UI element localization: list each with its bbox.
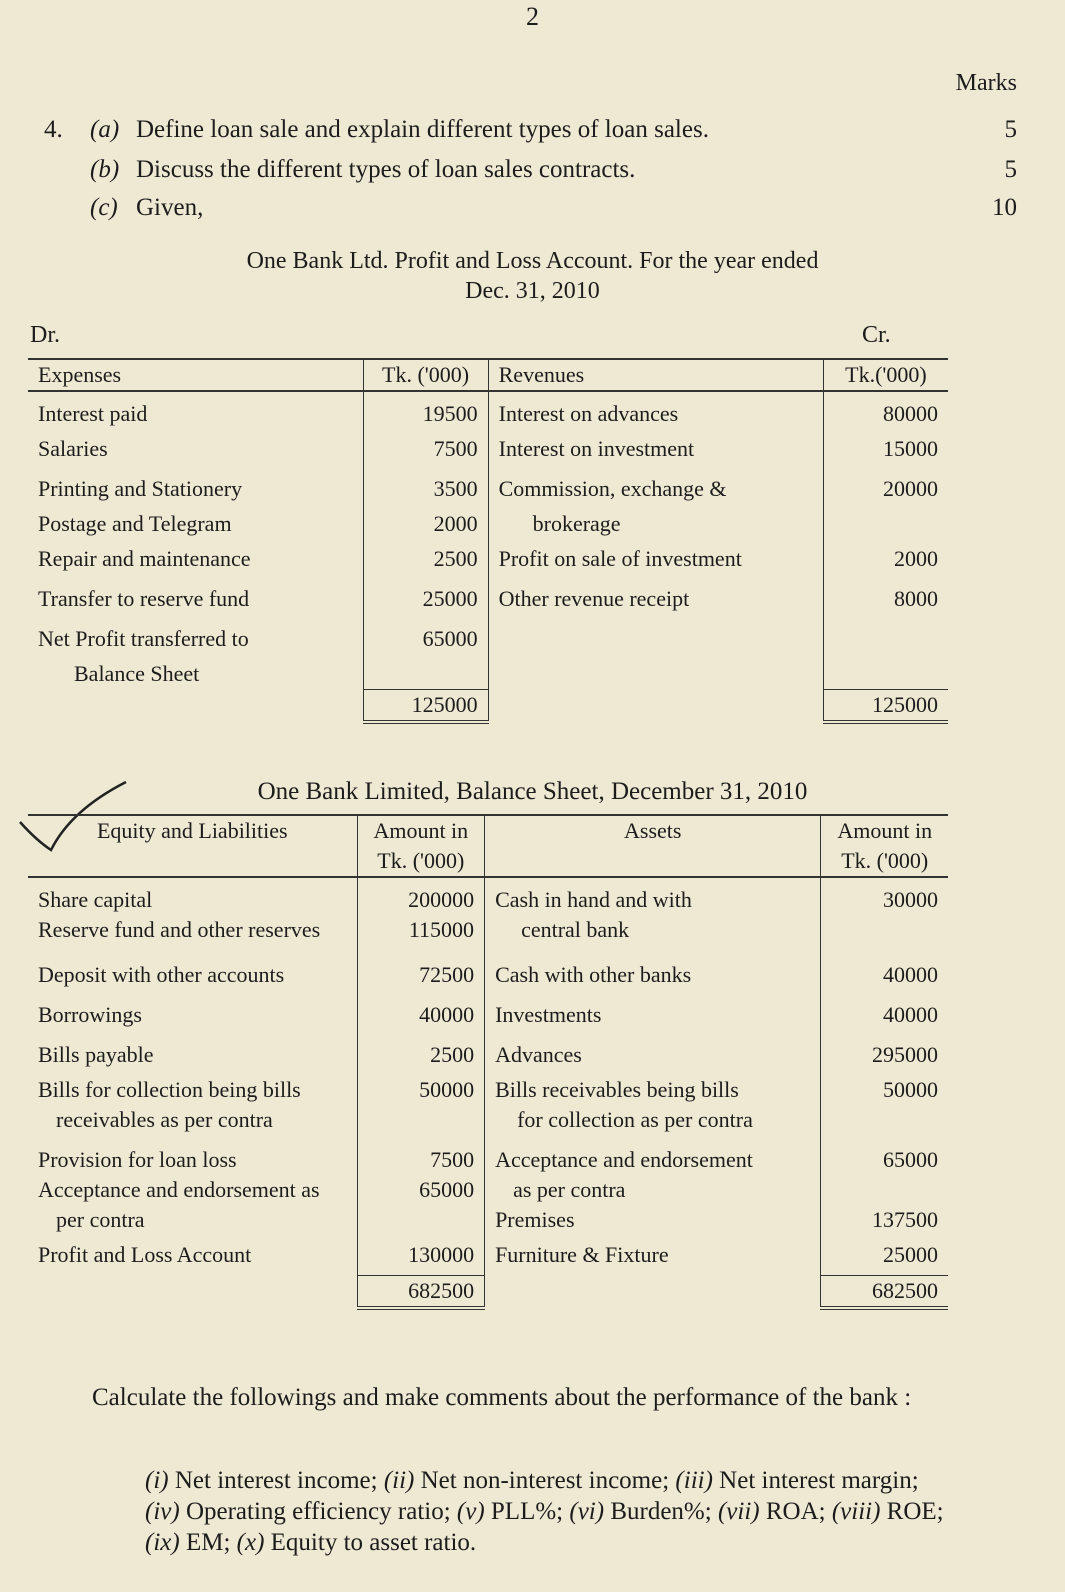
asset-label: Investments [495,1002,602,1027]
expense-amount: 7500 [363,429,488,469]
revenue-label: Interest on advances [498,401,679,426]
expense-amount: 3500 [363,469,488,509]
item-label: (ii) [383,1467,415,1494]
asset-label: for collection as per contra [517,1107,753,1132]
table-row [28,659,948,689]
pl-account-table [28,358,948,724]
part-text: Given, [136,194,204,221]
item-text: Net non-interest income; [420,1467,670,1494]
liability-label: Bills for collection being bills [38,1077,301,1102]
item-label: (v) [456,1498,485,1525]
table-row [28,509,948,539]
table-row [28,915,948,955]
pl-header-row [28,359,948,391]
liability-amount: 72500 [357,955,485,995]
revenue-amount: 15000 [823,429,948,469]
item-text: ROE; [886,1498,944,1525]
revenue-label [488,619,823,659]
table-row [28,1145,948,1175]
table-row [28,1035,948,1075]
expense-amount: 25000 [363,579,488,619]
item-label: (viii) [831,1498,881,1525]
asset-amount: 50000 [821,1075,948,1105]
item-label: (vi) [569,1498,605,1525]
asset-amount: 40000 [821,995,948,1035]
col-header-amount-line2: Tk. ('000) [377,848,465,873]
table-row [28,885,948,915]
expense-label: Net Profit transferred to [38,626,249,651]
table-row [28,1105,948,1145]
table-row [28,955,948,995]
asset-label: as per contra [513,1177,626,1202]
liability-amount: 7500 [357,1145,485,1175]
col-header-amount-line2: Tk. ('000) [841,848,929,873]
ratio-list [145,1465,945,1558]
col-header-amount-line1: Amount in [837,818,933,843]
expense-label: Balance Sheet [74,661,200,686]
liability-label: Profit and Loss Account [38,1242,252,1267]
asset-label: central bank [521,917,630,942]
liability-label: per contra [56,1207,145,1232]
asset-amount: 295000 [821,1035,948,1075]
table-row [28,429,948,469]
asset-amount: 65000 [821,1145,948,1175]
asset-amount [821,1175,948,1205]
part-text: Define loan sale and explain different types of loan sales. [136,116,709,143]
col-header-assets: Assets [485,815,821,877]
liability-label: receivables as per contra [56,1107,273,1132]
asset-amount [821,1105,948,1145]
revenue-amount [823,619,948,659]
liability-label: Bills payable [38,1042,154,1067]
page-number: 2 [526,2,539,31]
question-number: 4. [44,116,63,143]
col-header-revenues: Revenues [488,359,823,391]
total-assets: 682500 [821,1276,948,1309]
liability-label: Reserve fund and other reserves [38,917,321,942]
item-label: (iv) [145,1498,180,1525]
marks-header: Marks [955,70,1017,96]
revenue-amount: 20000 [823,469,948,509]
asset-amount [821,915,948,955]
expense-label: Printing and Stationery [38,476,243,501]
liability-label: Provision for loan loss [38,1147,237,1172]
item-text: Net interest income; [174,1467,378,1494]
table-row [28,1235,948,1276]
pl-title-line2: Dec. 31, 2010 [465,278,600,304]
revenue-label [488,659,823,689]
asset-label: Cash with other banks [495,962,692,987]
asset-label: Acceptance and endorsement [495,1147,753,1172]
liability-amount [357,1105,485,1145]
calculation-instruction: Calculate the followings and make comments about the performance of the bank : [92,1384,912,1411]
dr-label: Dr. [30,322,60,348]
item-label: (x) [236,1529,265,1556]
revenue-label: Interest on investment [498,436,695,461]
expense-label: Transfer to reserve fund [38,586,250,611]
question-part-b [0,156,1065,186]
liability-amount: 115000 [357,915,485,955]
item-text: Burden%; [610,1498,712,1525]
item-label: (iii) [675,1467,713,1494]
liability-label: Acceptance and endorsement as [38,1177,320,1202]
liability-amount: 40000 [357,995,485,1035]
table-row [28,1175,948,1205]
bs-header-row [28,815,948,877]
asset-amount: 25000 [821,1235,948,1276]
total-revenues: 125000 [823,689,948,722]
revenue-amount [823,659,948,689]
liability-amount [357,1205,485,1235]
col-header-amount-line1: Amount in [373,818,469,843]
pl-title-line1: One Bank Ltd. Profit and Loss Account. For the year ended [246,248,819,274]
expense-amount: 19500 [363,399,488,429]
balance-sheet-title: One Bank Limited, Balance Sheet, December 31, 2010 [257,778,808,805]
part-text: Discuss the different types of loan sales contracts. [136,156,636,183]
revenue-amount: 80000 [823,399,948,429]
asset-label: Advances [495,1042,582,1067]
revenue-amount: 2000 [823,539,948,579]
asset-label: Furniture & Fixture [495,1242,669,1267]
expense-label: Repair and maintenance [38,546,251,571]
total-liabilities: 682500 [357,1276,485,1309]
revenue-label: Profit on sale of investment [498,546,742,571]
liability-label: Deposit with other accounts [38,962,285,987]
table-row [28,619,948,659]
item-label: (i) [145,1467,169,1494]
expense-label: Salaries [38,436,108,461]
cr-label: Cr. [862,322,891,348]
item-text: PLL%; [490,1498,564,1525]
part-label: (c) [90,194,118,221]
asset-amount: 40000 [821,955,948,995]
table-row [28,1075,948,1105]
table-row [28,469,948,509]
table-row [28,995,948,1035]
part-marks: 5 [1004,116,1017,143]
item-text: ROA; [765,1498,826,1525]
revenue-label: Other revenue receipt [498,586,690,611]
part-label: (b) [90,156,120,183]
part-marks: 10 [992,194,1017,221]
expense-amount: 2500 [363,539,488,579]
total-row [28,689,948,722]
total-expenses: 125000 [363,689,488,722]
asset-label: Cash in hand and with [495,887,692,912]
liability-amount: 200000 [357,885,485,915]
col-header-tk: Tk.('000) [823,359,948,391]
col-header-amount [821,815,948,877]
table-row [28,539,948,579]
asset-amount: 137500 [821,1205,948,1235]
expense-amount: 2000 [363,509,488,539]
part-label: (a) [90,116,120,143]
item-text: EM; [185,1529,231,1556]
table-row [28,877,948,885]
asset-amount: 30000 [821,885,948,915]
pl-account-title [0,246,1065,306]
question-part-c [0,194,1065,224]
table-row [28,391,948,399]
part-marks: 5 [1004,156,1017,183]
table-row [28,1205,948,1235]
expense-label: Postage and Telegram [38,511,232,536]
col-header-amount [357,815,485,877]
col-header-liabilities: Equity and Liabilities [28,815,357,877]
revenue-label: Commission, exchange & [498,476,727,501]
liability-amount: 130000 [357,1235,485,1276]
item-text: Operating efficiency ratio; [185,1498,451,1525]
liability-label: Borrowings [38,1002,142,1027]
expense-amount: 65000 [363,619,488,659]
revenue-amount: 8000 [823,579,948,619]
balance-sheet-table [28,814,948,1310]
col-header-tk: Tk. ('000) [363,359,488,391]
asset-label: Premises [495,1207,575,1232]
liability-amount: 65000 [357,1175,485,1205]
table-row [28,399,948,429]
item-text: Net interest margin; [719,1467,919,1494]
item-label: (ix) [145,1529,180,1556]
item-text: Equity to asset ratio. [270,1529,477,1556]
liability-label: Share capital [38,887,153,912]
expense-label: Interest paid [38,401,148,426]
liability-amount: 50000 [357,1075,485,1105]
asset-label: Bills receivables being bills [495,1077,739,1102]
col-header-expenses: Expenses [28,359,363,391]
revenue-label: brokerage [532,511,621,536]
revenue-amount [823,509,948,539]
table-row [28,579,948,619]
total-row [28,1276,948,1309]
liability-amount: 2500 [357,1035,485,1075]
item-label: (vii) [717,1498,760,1525]
expense-amount [363,659,488,689]
question-part-a [0,116,1065,146]
